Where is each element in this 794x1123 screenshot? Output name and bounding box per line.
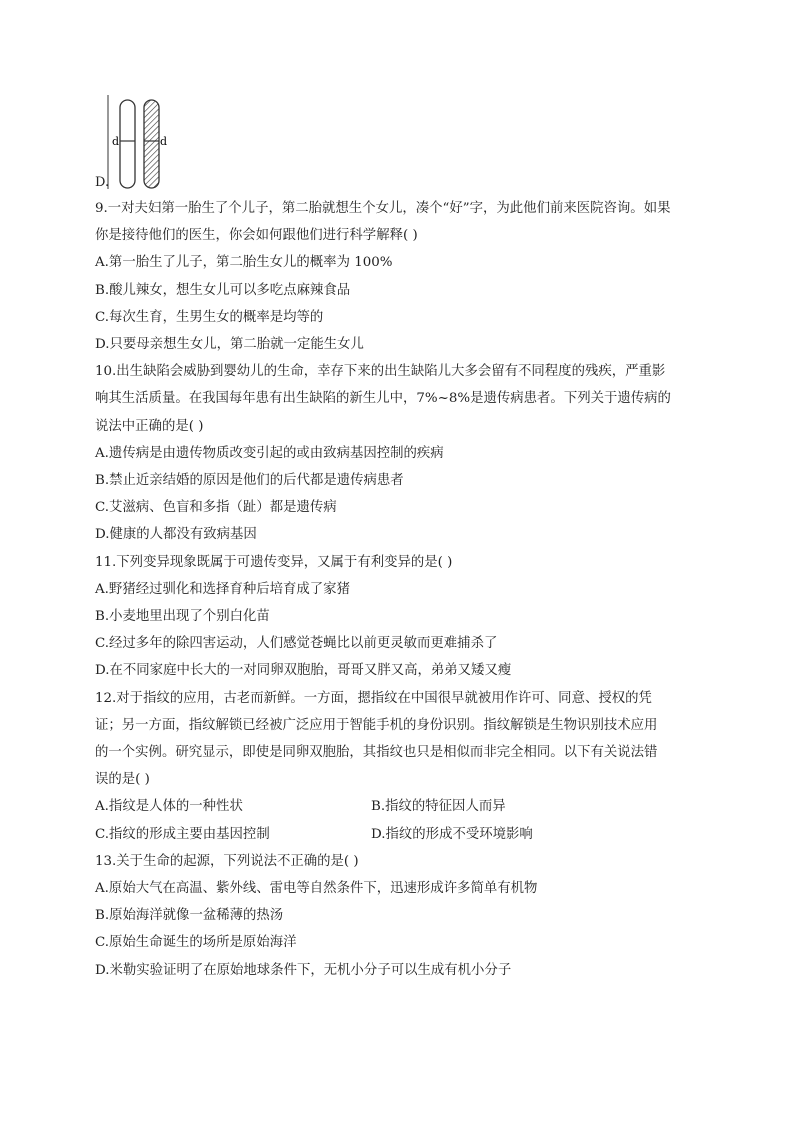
option-row [95,821,700,848]
option-d: D.指纹的形成不受环境影响 [371,826,533,842]
question-stem-line: 你是接待他们的医生，你会如何跟他们进行科学解释( ) [95,228,418,244]
question-stem-line: 9.一对夫妇第一胎生了个儿子，第二胎就想生个女儿，凑个“好”字，为此他们前来医院咨询。如果 [95,201,671,216]
question-stem-line: 12.对于指纹的应用，古老而新鲜。一方面，摁指纹在中国很早就被用作许可、同意、授权的凭 [95,690,652,706]
question-stem-line: 的一个实例。研究显示，即使是同卵双胞胎，其指纹也只是相似而非完全相同。以下有关说法错 [95,745,658,761]
option-b: B.禁止近亲结婚的原因是他们的后代都是遗传病患者 [95,473,404,489]
option-c: C.每次生育，生男生女的概率是均等的 [95,309,324,325]
allele-left-label: d [112,135,120,148]
option-b: B.原始海洋就像一盆稀薄的热汤 [95,908,284,924]
question-12 [95,685,700,848]
question-stem-line: 11.下列变异现象既属于可遗传变异，又属于有利变异的是( ) [95,554,453,570]
option-d: D.健康的人都没有致病基因 [95,527,257,543]
option-c: C.艾滋病、色盲和多指（趾）都是遗传病 [95,500,337,516]
question-stem-line: 10.出生缺陷会威胁到婴幼儿的生命，幸存下来的出生缺陷儿大多会留有不同程度的残疾，严重影 [95,364,666,380]
option-b: B.指纹的特征因人而异 [371,799,506,815]
question-stem-line: 误的是( ) [95,772,150,788]
option-b: B.酸儿辣女，想生女儿可以多吃点麻辣食品 [95,282,351,298]
question-13 [95,848,700,984]
option-b: B.小麦地里出现了个别白化苗 [95,609,270,625]
question-list [95,195,700,984]
question-stem-line: 响其生活质量。在我国每年患有出生缺陷的新生儿中，7%~8%是遗传病患者。下列关于遗传病的 [95,391,671,407]
option-a: A.野猪经过驯化和选择育种后培育成了家猪 [95,581,350,597]
question-stem-line: 证；另一方面，指纹解锁已经被广泛应用于智能手机的身份识别。指纹解锁是生物识别技术应用 [95,717,658,733]
question-10 [95,358,700,548]
option-a: A.原始大气在高温、紫外线、雷电等自然条件下，迅速形成许多简单有机物 [95,881,538,897]
option-c: C.原始生命诞生的场所是原始海洋 [95,935,297,951]
option-d-label: D. [95,175,110,190]
allele-right-label: d [160,135,168,148]
question-11 [95,549,700,685]
option-c: C.指纹的形成主要由基因控制 [95,826,270,842]
question-stem-line: 说法中正确的是( ) [95,418,204,434]
option-a: A.指纹是人体的一种性状 [95,799,243,815]
option-a: A.第一胎生了儿子，第二胎生女儿的概率为 100% [95,255,393,271]
option-a: A.遗传病是由遗传物质改变引起的或由致病基因控制的疾病 [95,445,444,461]
option-c: C.经过多年的除四害运动，人们感觉苍蝇比以前更灵敏而更难捕杀了 [95,636,498,652]
option-d: D.只要母亲想生女儿，第二胎就一定能生女儿 [95,337,364,353]
chromosome-right [144,100,159,188]
question-stem-line: 13.关于生命的起源，下列说法不正确的是( ) [95,853,359,869]
chromosome-figure [95,93,175,191]
option-d: D.米勒实验证明了在原始地球条件下，无机小分子可以生成有机小分子 [95,962,512,978]
option-row [95,793,700,820]
question-9 [95,195,700,358]
option-d: D.在不同家庭中长大的一对同卵双胞胎，哥哥又胖又高，弟弟又矮又瘦 [95,663,512,679]
chromosome-left [120,100,135,188]
